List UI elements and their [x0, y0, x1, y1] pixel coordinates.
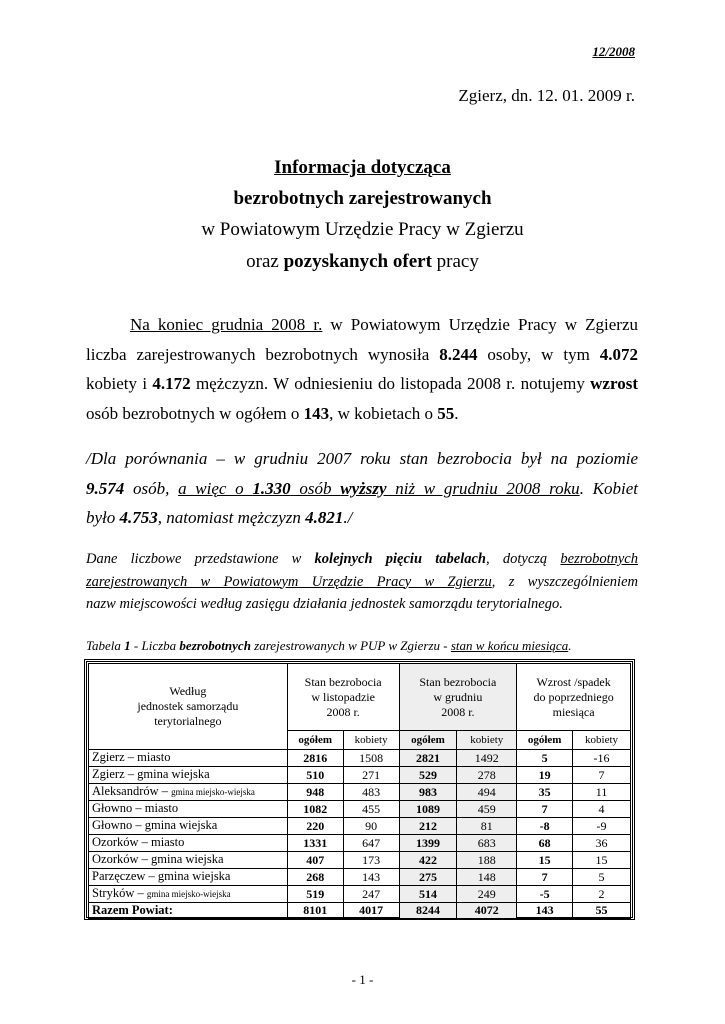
table-row: Ozorków – gmina wiejska 407 173 422 188 15 15 — [89, 852, 631, 869]
table-row: Zgierz – gmina wiejska 510 271 529 278 19 7 — [89, 767, 631, 784]
header-territorial-units: Według jednostek samorządu terytorialnego — [89, 664, 288, 750]
title-line-2: bezrobotnych zarejestrowanych — [233, 188, 492, 209]
table-row: Zgierz – miasto 2816 1508 2821 1492 5 -16 — [89, 750, 631, 767]
title-line-4: oraz pozyskanych ofert pracy — [246, 251, 479, 272]
header-change: Wzrost /spadek do poprzedniego miesiąca — [517, 664, 631, 731]
header-december: Stan bezrobocia w grudniu 2008 r. — [399, 664, 517, 731]
subheader-women: kobiety — [573, 731, 631, 750]
subheader-total: ogółem — [517, 731, 573, 750]
document-number: 12/2008 — [592, 44, 635, 59]
summary-paragraph: Na koniec grudnia 2008 r. w Powiatowym Urzędzie Pracy w Zgierzu liczba zarejestrowanych bezrobotnych wynosiła 8.244 osoby, w tym 4.072 kobiety i 4.172 mężczyzn. W odniesieniu do listopada 2008 r. notujemy wzrost osób bezrobotnych w ogółem o 143, w kobietach o 55. — [86, 315, 639, 423]
title-line-3: w Powiatowym Urzędzie Pracy w Zgierzu — [201, 219, 524, 240]
table-row: Aleksandrów – gmina miejsko-wiejska 948 483 983 494 35 11 — [89, 784, 631, 801]
subheader-total: ogółem — [399, 731, 457, 750]
title-line-1: Informacja dotycząca — [274, 157, 451, 178]
unemployment-table — [88, 663, 631, 919]
date-line: Zgierz, dn. 12. 01. 2009 r. — [458, 86, 635, 105]
table-row: Stryków – gmina miejsko-wiejska 519 247 514 249 -5 2 — [89, 886, 631, 903]
comparison-paragraph: /Dla porównania – w grudniu 2007 roku stan bezrobocia był na poziomie 9.574 osób, a więc o 1.330 osób wyższy niż w grudniu 2008 roku. Kobiet było 4.753, natomiast mężczyzn 4.821./ — [86, 449, 638, 527]
tables-intro-paragraph: Dane liczbowe przedstawione w kolejnych pięciu tabelach, dotyczą bezrobotnych zarejestrowanych w Powiatowym Urzędzie Pracy w Zgierzu, z wyszczególnieniem nazw miejscowości według zasięgu działania jednostek samorządu terytorialnego. — [86, 551, 638, 612]
subheader-women: kobiety — [343, 731, 399, 750]
table-total-row: Razem Powiat: 8101 4017 8244 4072 143 55 — [89, 903, 631, 919]
table-caption: Tabela 1 - Liczba bezrobotnych zarejestrowanych w PUP w Zgierzu - stan w końcu miesiąca. — [86, 638, 572, 653]
table-row: Głowno – miasto 1082 455 1089 459 7 4 — [89, 801, 631, 818]
table-row: Głowno – gmina wiejska 220 90 212 81 -8 -9 — [89, 818, 631, 835]
subheader-women: kobiety — [457, 731, 517, 750]
header-november: Stan bezrobocia w listopadzie 2008 r. — [287, 664, 399, 731]
subheader-total: ogółem — [287, 731, 343, 750]
page-number: - 1 - — [351, 972, 374, 987]
table-row: Ozorków – miasto 1331 647 1399 683 68 36 — [89, 835, 631, 852]
table-row: Parzęczew – gmina wiejska 268 143 275 148 7 5 — [89, 869, 631, 886]
